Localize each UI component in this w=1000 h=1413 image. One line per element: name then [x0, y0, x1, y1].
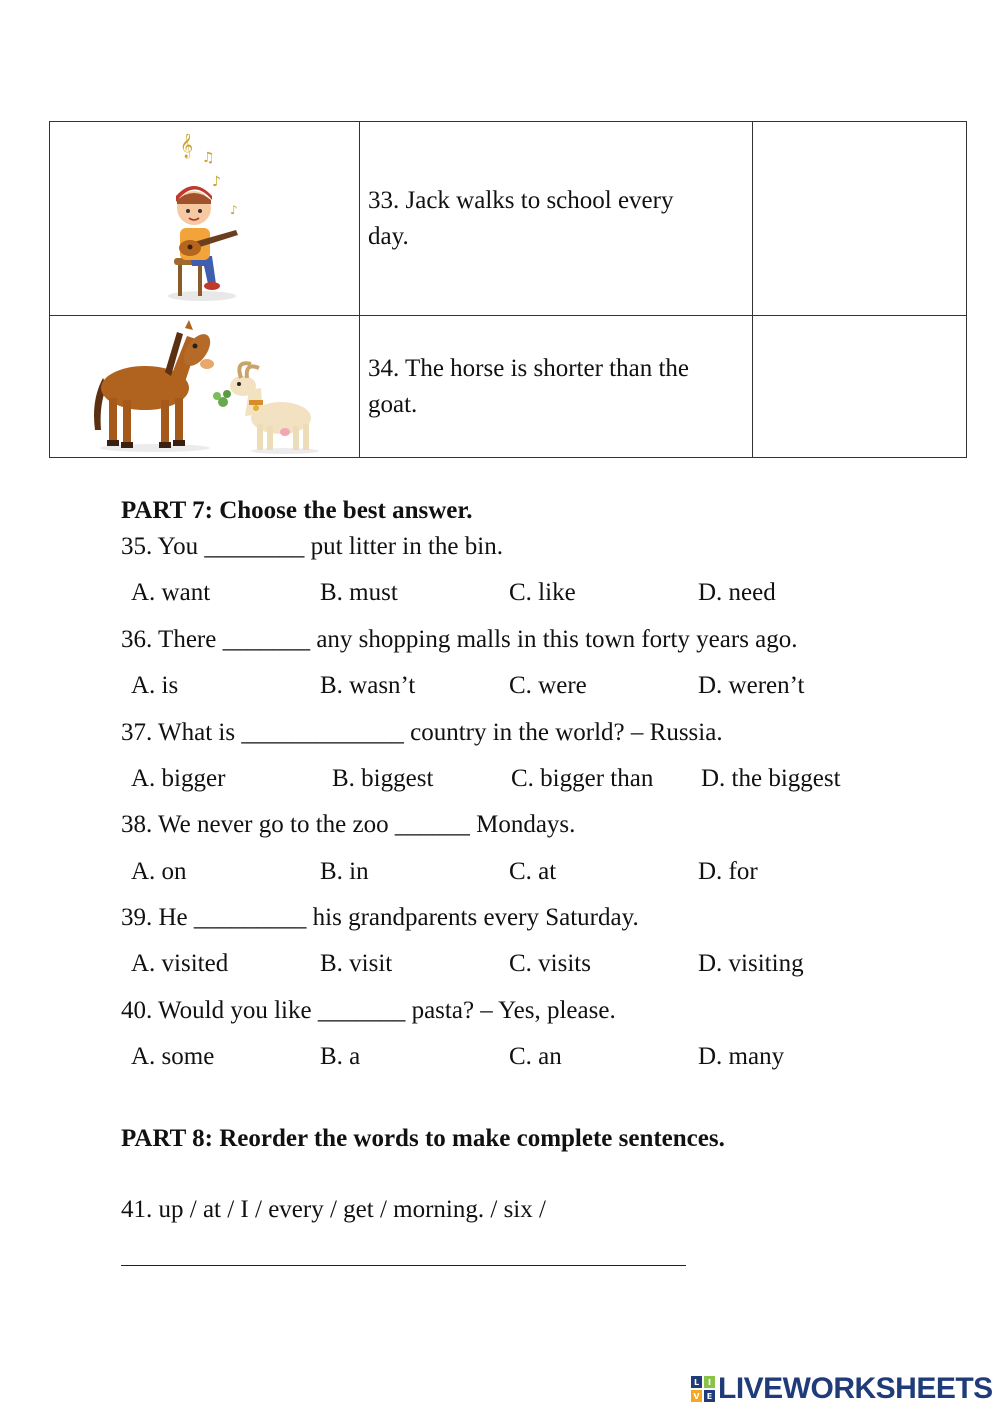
option-38-c[interactable]: C. at [509, 858, 557, 885]
part7-heading: PART 7: Choose the best answer. [121, 497, 473, 524]
option-40-d[interactable]: D. many [698, 1043, 785, 1070]
option-39-c[interactable]: C. visits [509, 950, 591, 977]
liveworksheets-logo-icon [691, 1376, 715, 1402]
statement-33: 33. Jack walks to school every day. [368, 186, 674, 250]
svg-text:I: I [708, 1378, 711, 1387]
liveworksheets-logo [691, 1372, 993, 1406]
picture-cell [50, 316, 360, 458]
part8-heading: PART 8: Reorder the words to make complete sentences. [121, 1125, 725, 1152]
option-35-b[interactable]: B. must [320, 579, 398, 606]
table-row [50, 122, 967, 316]
option-39-a[interactable]: A. visited [131, 950, 229, 977]
question-36: 36. There _______ any shopping malls in this town forty years ago. [121, 626, 798, 653]
svg-text:E: E [706, 1392, 713, 1401]
question-37: 37. What is _____________ country in the world? – Russia. [121, 719, 723, 746]
table-row [50, 316, 967, 458]
answer-cell-34[interactable] [753, 316, 967, 458]
svg-text:L: L [693, 1378, 700, 1387]
svg-text:♪: ♪ [229, 202, 238, 217]
option-36-a[interactable]: A. is [131, 672, 179, 699]
option-38-d[interactable]: D. for [698, 858, 758, 885]
option-36-b[interactable]: B. wasn’t [320, 672, 416, 699]
statement-cell [360, 316, 753, 458]
answer-cell-33[interactable] [753, 122, 967, 316]
option-35-d[interactable]: D. need [698, 579, 776, 606]
question-40: 40. Would you like _______ pasta? – Yes, please. [121, 997, 616, 1024]
svg-text:♫: ♫ [201, 149, 215, 166]
option-35-a[interactable]: A. want [131, 579, 211, 606]
matching-table [49, 121, 967, 458]
svg-text:V: V [693, 1392, 700, 1401]
picture-cell [50, 122, 360, 316]
option-36-c[interactable]: C. were [509, 672, 587, 699]
svg-text:♪: ♪ [211, 173, 221, 190]
option-36-d[interactable]: D. weren’t [698, 672, 805, 699]
horse-and-goat-image [85, 320, 325, 454]
statement-cell [360, 122, 753, 316]
option-38-b[interactable]: B. in [320, 858, 369, 885]
question-38: 38. We never go to the zoo ______ Mondays. [121, 811, 576, 838]
option-38-a[interactable]: A. on [131, 858, 187, 885]
option-37-b[interactable]: B. biggest [332, 765, 434, 792]
logo-text: LIVEWORKSHEETS [718, 1372, 993, 1405]
answer-line-41[interactable] [121, 1265, 686, 1266]
option-40-b[interactable]: B. a [320, 1043, 361, 1070]
option-37-c[interactable]: C. bigger than [511, 765, 654, 792]
question-39: 39. He _________ his grandparents every Saturday. [121, 904, 639, 931]
option-37-d[interactable]: D. the biggest [701, 765, 841, 792]
boy-playing-guitar-image [150, 134, 260, 304]
question-41: 41. up / at / I / every / get / morning. / six / [121, 1196, 546, 1223]
option-40-a[interactable]: A. some [131, 1043, 215, 1070]
option-40-c[interactable]: C. an [509, 1043, 562, 1070]
option-37-a[interactable]: A. bigger [131, 765, 226, 792]
option-39-d[interactable]: D. visiting [698, 950, 804, 977]
statement-34: 34. The horse is shorter than the goat. [368, 354, 689, 418]
option-39-b[interactable]: B. visit [320, 950, 393, 977]
question-35: 35. You ________ put litter in the bin. [121, 533, 503, 560]
svg-text:𝄞: 𝄞 [179, 133, 193, 158]
option-35-c[interactable]: C. like [509, 579, 576, 606]
